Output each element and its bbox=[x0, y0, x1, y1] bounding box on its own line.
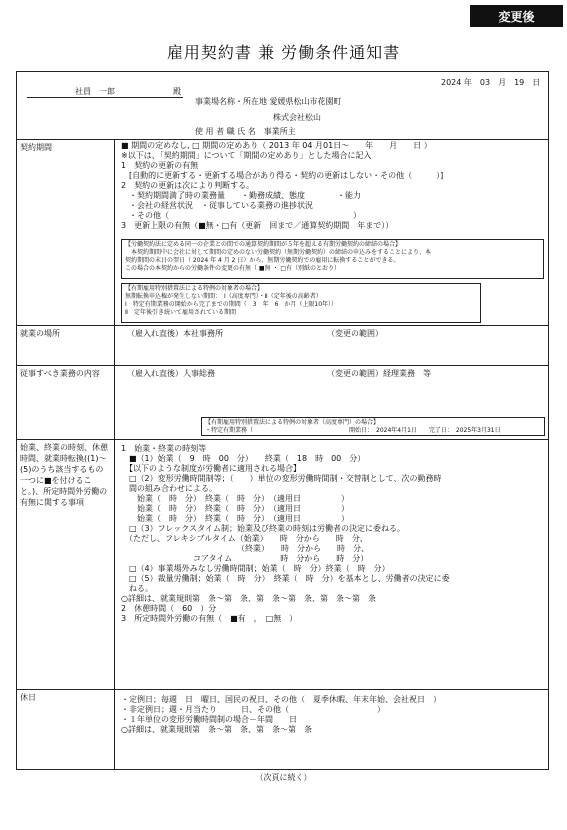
box-line: 【有期雇用特別措置法による特例の対象者の場合】 bbox=[125, 285, 264, 292]
document-title: 雇用契約書 兼 労働条件通知書 bbox=[166, 43, 401, 62]
workplace-row bbox=[17, 325, 548, 366]
contract-period-row bbox=[17, 139, 548, 326]
workplace-initial: （雇入れ直後）本社事務所 bbox=[127, 329, 223, 338]
header-section bbox=[17, 72, 548, 140]
working-hours-label: 始業、終業の時刻、休憩時間、就業時転換((1)～(5)のうち該当するもの一つに■を付けること。)、所定時間外労働の有無に関する事項 bbox=[17, 439, 115, 689]
duties-initial: （雇入れ直後）人事総務 bbox=[127, 369, 215, 378]
hours-line: コアタイム 時 分から 時 分） bbox=[121, 554, 369, 563]
box-line: 契約期間の末日の翌日（ 2024 年 4 月 2 日）から、無期労働契約での雇用に転換することができる。 bbox=[125, 257, 400, 264]
contract-line: ・契約期間満了時の業務量 ・勤務成績、態度 ・能力 bbox=[121, 191, 361, 200]
box-line: Ⅰ 特定有期業務の開始から完了までの期間（ 3 年 6 か月（上限10年）） bbox=[125, 301, 338, 308]
contract-line: ※以下は、「契約期間」について「期間の定めあり」とした場合に記入 bbox=[121, 151, 372, 160]
duties-label: 従事すべき業務の内容 bbox=[17, 365, 115, 439]
holiday-line: ○詳細は、就業規則第 条～第 条、第 条～第 条 bbox=[121, 725, 312, 734]
high-skill-box bbox=[201, 417, 545, 436]
addressee-underline bbox=[27, 97, 183, 98]
hours-line: □（2）変形労働時間制等；（ ）単位の変形労働時間制・交替制として、次の勤務時 bbox=[121, 474, 442, 483]
box-line: ・特定有期業務（ 開始日： 2024年4月1日 完了日： 2025年3月31日 bbox=[205, 427, 501, 434]
box-line: Ⅱ 定年後引き続いて雇用されている期間 bbox=[125, 309, 236, 316]
hours-line: 3 所定時間外労働の有無（ ■有 ， □無 ） bbox=[121, 614, 298, 623]
indefinite-conversion-box bbox=[121, 239, 544, 279]
special-measures-box bbox=[121, 283, 481, 323]
hours-line: □（5）裁量労働制；始業（ 時 分） 終業（ 時 分）を基本とし、労働者の決定に委 bbox=[121, 574, 450, 583]
addressee-name: 社員 一郎 bbox=[75, 87, 115, 96]
issue-date: 2024 年 03 月 19 日 bbox=[441, 78, 541, 87]
contract-period-label: 契約期間 bbox=[17, 139, 115, 325]
workplace-label: 就業の場所 bbox=[17, 325, 115, 365]
hours-line: □（4）事業場外みなし労働時間制；始業（ 時 分）終業（ 時 分） bbox=[121, 564, 390, 573]
working-hours-content bbox=[115, 439, 548, 689]
workplace-name-address: 事業場名称・所在地 愛媛県松山市花園町 bbox=[195, 97, 342, 106]
contract-line: ・その他（ ） bbox=[121, 211, 361, 220]
hours-line: 1 始業・終業の時刻等 bbox=[121, 444, 207, 453]
hours-line: 2 休憩時間（ 60 ）分 bbox=[121, 604, 217, 613]
duties-row bbox=[17, 365, 548, 440]
hours-line: ねる。 bbox=[121, 584, 153, 593]
holidays-label: 休日 bbox=[17, 689, 115, 769]
contract-line: [自動的に更新する・更新する場合があり得る・契約の更新はしない・その他（ ）] bbox=[121, 171, 444, 180]
duties-content bbox=[115, 365, 548, 439]
contract-line: 3 更新上限の有無（■無・□有（更新 回まで／通算契約期間 年まで）） bbox=[121, 221, 394, 230]
hours-line: （ただし、フレキシブルタイム（始業） 時 分から 時 分、 bbox=[121, 534, 368, 543]
box-line: 無期転換申込権が発生しない期間： Ⅰ（高度専門）・Ⅱ（定年後の高齢者） bbox=[125, 293, 322, 300]
workplace-change-range: （変更の範囲） bbox=[327, 329, 383, 338]
box-line: 【労働契約法に定める同一の企業との間での通算契約期間が５年を超える有期労働契約の締結の場合】 bbox=[125, 241, 402, 248]
hours-line: （終業） 時 分から 時 分、 bbox=[121, 544, 369, 553]
box-line: 【有期雇用特別措置法による特例の対象者（高度専門）の場合】 bbox=[205, 419, 380, 426]
holidays-content bbox=[115, 689, 548, 769]
continued-note: （次頁に続く） bbox=[255, 773, 312, 782]
company-name: 株式会社松山 bbox=[273, 113, 321, 122]
employer-name: 使 用 者 職 氏 名 事業所主 bbox=[195, 127, 296, 136]
revision-badge: 変更後 bbox=[470, 5, 563, 27]
working-hours-row bbox=[17, 439, 548, 690]
hours-line: 始業（ 時 分） 終業（ 時 分） （適用日 ） bbox=[121, 504, 349, 513]
contract-line: ■ 期間の定めなし, □ 期間の定めあり（ 2013 年 04 月01日～ 年 月 日 ） bbox=[121, 141, 432, 150]
hours-line: □（3）フレックスタイム制；始業及び終業の時刻は労働者の決定に委ねる。 bbox=[121, 524, 406, 533]
hours-line: ○詳細は、就業規則第 条～第 条、第 条～第 条、第 条～第 条 bbox=[121, 594, 376, 603]
holiday-line: ・非定例日；週・月当たり 日、その他（ ） bbox=[121, 705, 385, 714]
holiday-line: ・定例日；毎週 日 曜日、国民の祝日、その他（ 夏季休暇、年末年始、会社祝日 ） bbox=[121, 695, 441, 704]
contract-line: 1 契約の更新の有無 bbox=[121, 161, 199, 170]
hours-line: 始業（ 時 分） 終業（ 時 分） （適用日 ） bbox=[121, 514, 349, 523]
hours-line: ■（1）始業（ 9 時 00 分） 終業（ 18 時 00 分） bbox=[121, 454, 366, 463]
contract-line: ・会社の経営状況 ・従事している業務の進捗状況 bbox=[121, 201, 313, 210]
addressee-honorific: 殿 bbox=[173, 87, 181, 96]
holiday-line: ・１年単位の変形労働時間制の場合－年間 日 bbox=[121, 715, 297, 724]
hours-line: 【以下のような制度が労働者に適用される場合】 bbox=[121, 464, 301, 473]
hours-line: 始業（ 時 分） 終業（ 時 分） （適用日 ） bbox=[121, 494, 349, 503]
contract-period-content bbox=[115, 139, 548, 325]
contract-line: 2 契約の更新は次により判断する。 bbox=[121, 181, 255, 190]
workplace-content bbox=[115, 325, 548, 365]
hours-line: 間の組み合わせによる。 bbox=[121, 484, 217, 493]
box-line: 本契約期間中に会社に対して期間の定めのない労働契約（無期労働契約）の締結の申込みをすることにより、本 bbox=[125, 249, 432, 256]
contract-form bbox=[16, 71, 549, 770]
duties-change-range: （変更の範囲）経理業務 等 bbox=[327, 369, 431, 378]
box-line: この場合の本契約からの労働条件の変更の有無（ ■無 ・ □有（別紙のとおり） bbox=[125, 265, 341, 272]
holidays-row bbox=[17, 689, 548, 769]
